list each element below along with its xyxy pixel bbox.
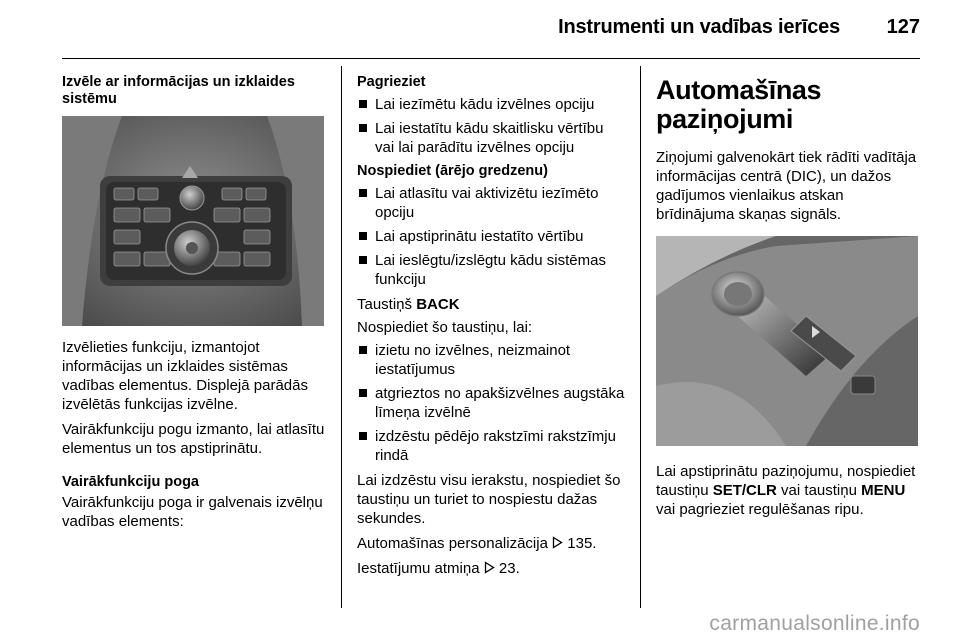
left-column	[62, 74, 327, 537]
reference-text: Iestatījumu atmiņa	[357, 560, 480, 577]
list-item: izdzēstu pēdējo rakstzīmi rakstzīmju rindā	[357, 427, 625, 465]
back-key-intro: Nospiediet šo taustiņu, lai:	[357, 319, 533, 336]
column-divider-right	[640, 66, 641, 608]
heading-press-ring: Nospiediet (ārējo gredzenu)	[357, 163, 548, 179]
reference-page: 23.	[498, 560, 520, 577]
list-item: Lai atlasītu vai aktivizētu iezīmēto opciju	[357, 184, 625, 222]
header-rule	[62, 58, 920, 59]
list-item: Lai ieslēgtu/izslēgtu kādu sistēmas funkciju	[357, 251, 625, 289]
turn-signal-lever-photo-icon	[656, 236, 918, 446]
page-number: 127	[886, 16, 920, 38]
heading-rotate: Pagrieziet	[357, 74, 426, 90]
menu-key-label: MENU	[861, 482, 906, 499]
list-item: Lai iezīmētu kādu izvēlnes opciju	[357, 95, 625, 114]
confirm-text: vai pagrieziet regulēšanas ripu.	[656, 501, 864, 518]
lever-figure	[656, 236, 918, 446]
rotate-list	[357, 95, 625, 157]
paragraph-confirm-message	[656, 462, 920, 519]
right-column	[656, 76, 920, 525]
page-header-title: Instrumenti un vadības ierīces	[558, 16, 840, 38]
heading-line: Automašīnas	[656, 75, 822, 105]
paragraph-multifunction-main: Vairākfunkciju poga ir galvenais izvēlņu vadības elements:	[62, 494, 323, 530]
confirm-text: vai taustiņu	[776, 482, 862, 499]
paragraph-delete-entry: Lai izdzēstu visu ierakstu, nospiediet šo taustiņu un turiet to nospiestu dažas sekundes.	[357, 472, 621, 527]
back-key-prefix: Taustiņš	[357, 296, 417, 313]
back-key-line	[357, 295, 625, 314]
reference-personalization[interactable]	[357, 534, 625, 553]
list-item: Lai apstiprinātu iestatīto vērtību	[357, 227, 625, 246]
paragraph-messages-dic: Ziņojumi galvenokārt tiek rādīti vadītāja informācijas centrā (DIC), un dažos gadījumos vienlaikus atskan brīdinājuma skaņas signāls.	[656, 149, 917, 223]
section-heading-vehicle-messages	[656, 76, 920, 134]
list-item: Lai iestatītu kādu skaitlisku vērtību vai lai parādītu izvēlnes opciju	[357, 119, 625, 157]
column-divider-left	[341, 66, 342, 608]
reference-settings-memory[interactable]	[357, 559, 625, 578]
reference-page: 135.	[567, 535, 597, 552]
list-item: izietu no izvēlnes, neizmainot iestatījumus	[357, 341, 625, 379]
back-key-label: BACK	[416, 296, 460, 313]
paragraph-select-function: Izvēlieties funkciju, izmantojot informācijas un izklaides sistēmas vadības elementus. Displejā parādās izvēlētās funkcijas izvēlne.	[62, 339, 308, 413]
back-list	[357, 341, 625, 465]
heading-line: paziņojumi	[656, 104, 793, 134]
site-watermark: carmanualsonline.info	[709, 612, 920, 635]
reference-text: Automašīnas personalizācija	[357, 535, 548, 552]
list-item: atgrieztos no apakšizvēlnes augstāka līmeņa izvēlnē	[357, 384, 625, 422]
page-reference-arrow-icon	[484, 561, 495, 574]
setclr-key-label: SET/CLR	[712, 482, 777, 499]
infotainment-panel-figure	[62, 116, 324, 326]
infotainment-control-panel-photo-icon	[62, 116, 324, 326]
section-heading-infotainment: Izvēle ar informācijas un izklaides sistēmu	[62, 74, 295, 107]
page-reference-arrow-icon	[552, 536, 563, 549]
section-heading-multifunction-knob: Vairākfunkciju poga	[62, 474, 199, 490]
paragraph-multifunction-use: Vairākfunkciju pogu izmanto, lai atlasītu elementus un tos apstiprinātu.	[62, 421, 325, 457]
confirm-text: Lai apstiprinātu paziņojumu, nospiediet taustiņu	[656, 463, 916, 499]
middle-column	[357, 74, 625, 584]
press-list	[357, 184, 625, 289]
